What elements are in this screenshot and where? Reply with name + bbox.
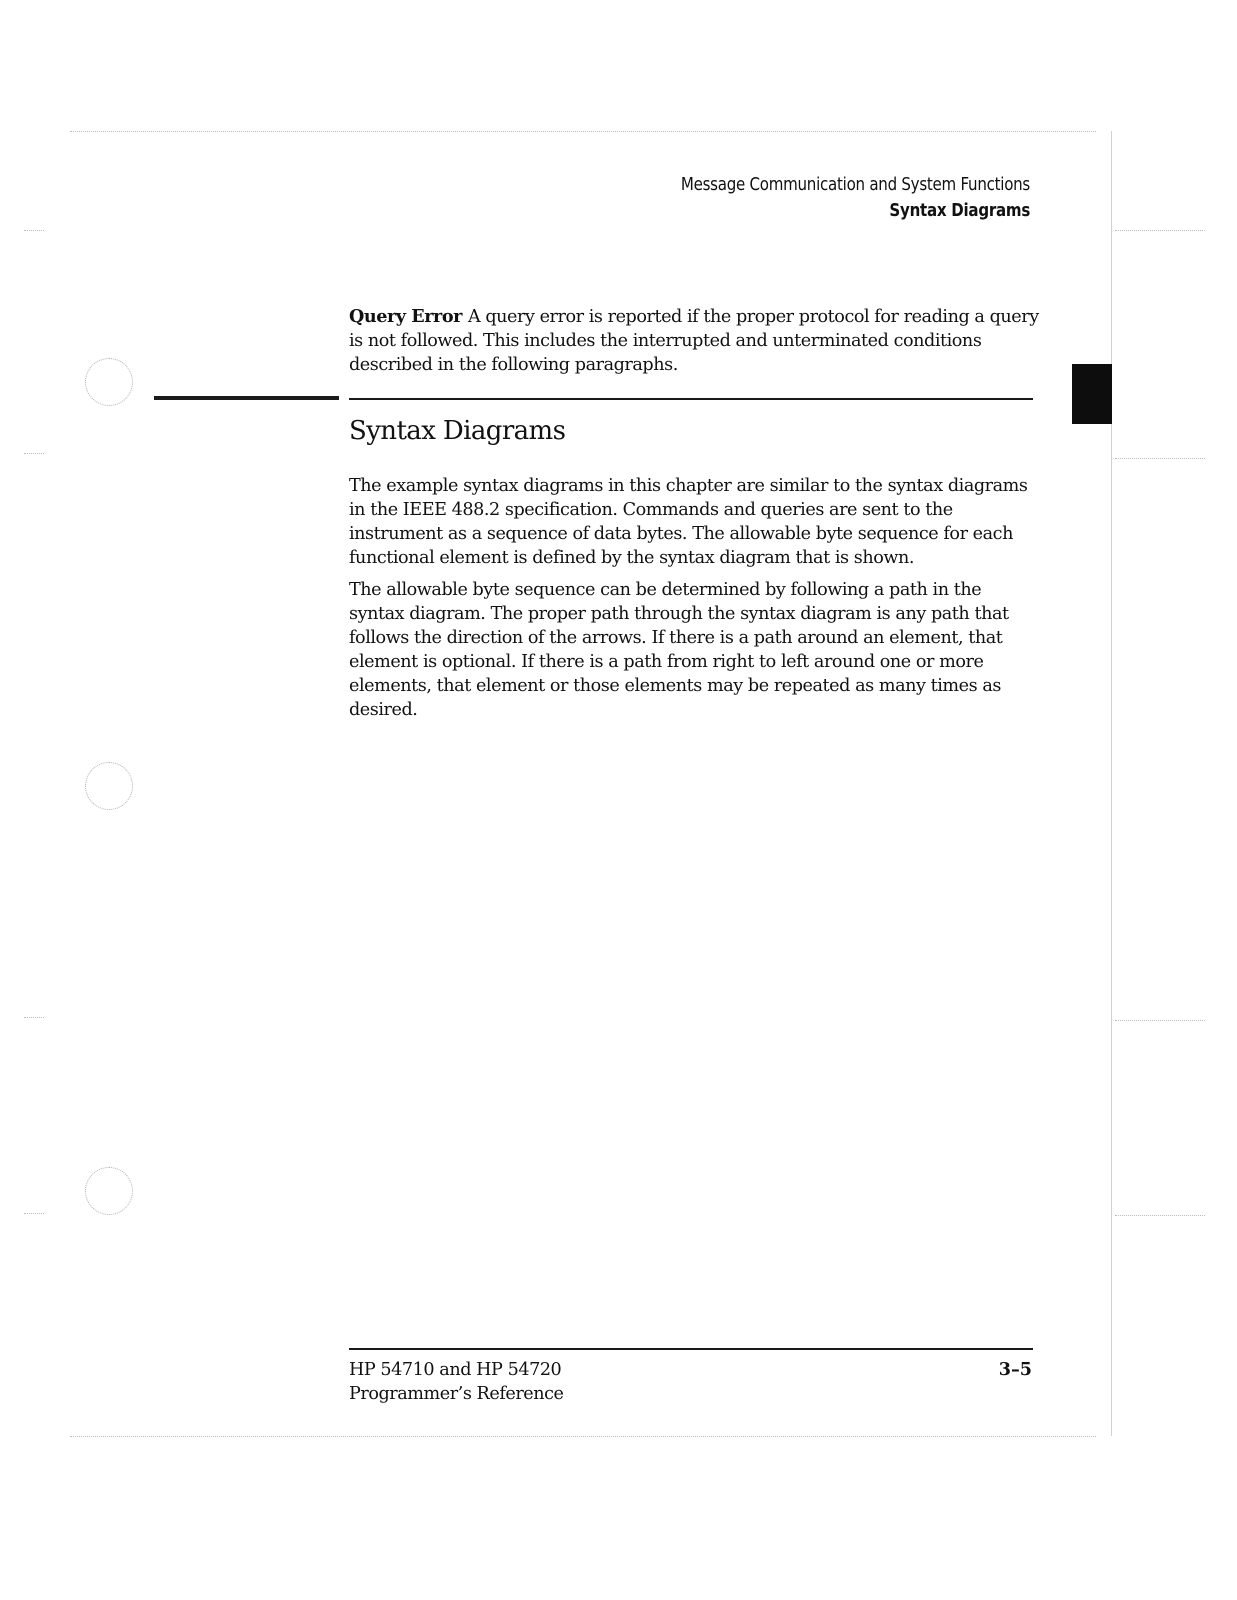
trim-tick <box>24 1017 44 1018</box>
section-heading: Syntax Diagrams <box>349 416 566 446</box>
trim-tick <box>24 453 44 454</box>
footer-rule <box>349 1348 1033 1350</box>
query-error-paragraph <box>349 305 1039 377</box>
page-trim-top <box>70 131 1096 132</box>
running-header <box>681 172 1030 224</box>
paragraph-text: The example syntax diagrams in this chapter are similar to the syntax diagrams in the IEEE 488.2 specification. Commands and queries are sent to the instrument as a sequence of data bytes. The allowable byte sequence for each functional element is defined by the syntax diagram that is shown. <box>349 476 1028 568</box>
trim-tick <box>24 230 44 231</box>
query-error-text: A query error is reported if the proper protocol for reading a query is not followed. This includes the interrupted and unterminated conditions described in the following paragraphs. <box>349 307 1039 375</box>
chapter-tab-marker <box>1072 364 1112 424</box>
page-number: 3–5 <box>998 1359 1032 1380</box>
trim-tick <box>1115 1215 1205 1216</box>
running-header-section: Syntax Diagrams <box>889 201 1030 221</box>
page-trim-right <box>1111 131 1112 1436</box>
running-header-chapter: Message Communication and System Functions <box>680 175 1030 195</box>
trim-tick <box>1115 458 1205 459</box>
section-paragraph <box>349 474 1039 570</box>
trim-tick <box>1115 1020 1205 1021</box>
binder-hole <box>85 762 133 810</box>
section-rule <box>349 398 1033 400</box>
paragraph-text: The allowable byte sequence can be determined by following a path in the syntax diagram. The proper path through the syntax diagram is any path that follows the direction of the arrows. If there is a path around an element, that element is optional. If there is a path from right to left around one or more elements, that element or those elements may be repeated as many times as desired. <box>349 580 1009 720</box>
query-error-term: Query Error <box>349 306 462 327</box>
page-trim-bottom <box>70 1436 1096 1437</box>
section-paragraph <box>349 578 1039 722</box>
trim-tick <box>24 1213 44 1214</box>
trim-tick <box>1115 230 1205 231</box>
footer-product-line2: Programmer’s Reference <box>349 1384 564 1404</box>
binder-hole <box>85 1167 133 1215</box>
binder-hole <box>85 358 133 406</box>
footer-product <box>349 1358 564 1406</box>
section-rule-left <box>154 396 339 400</box>
footer-product-line1: HP 54710 and HP 54720 <box>349 1360 562 1380</box>
